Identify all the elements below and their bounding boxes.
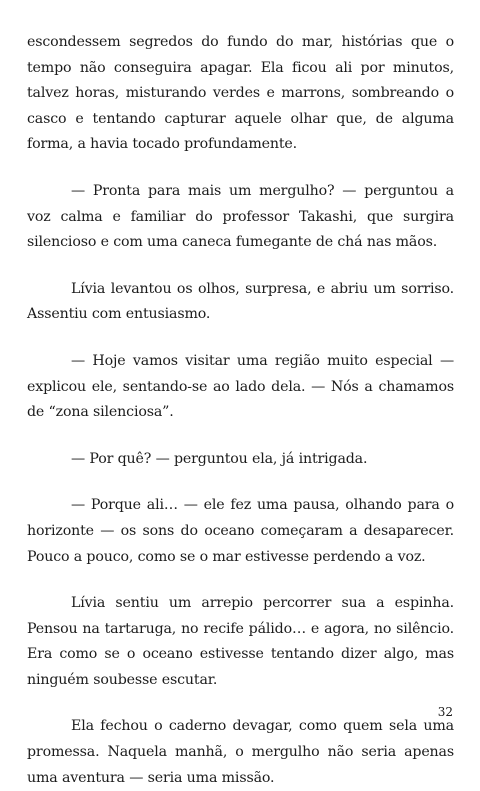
paragraph-4: — Hoje vamos visitar uma região muito especial — explicou ele, sentando-se ao lado dela. — Nós a chamamos de “zona silenciosa”.	[27, 352, 454, 421]
page-number: 32	[437, 705, 453, 719]
paragraph-5: — Por quê? — perguntou ela, já intrigada.	[71, 450, 368, 467]
page-body	[27, 30, 454, 791]
paragraph-6: — Porque ali… — ele fez uma pausa, olhando para o horizonte — os sons do oceano começaram a desaparecer. Pouco a pouco, como se o mar estivesse perdendo a voz.	[27, 497, 454, 565]
paragraph-7: Lívia sentiu um arrepio percorrer sua a espinha. Pensou na tartaruga, no recife pálido… e agora, no silêncio. Era como se o oceano estivesse tentando dizer algo, mas ninguém soubesse escutar.	[27, 595, 454, 688]
paragraph-8: Ela fechou o caderno devagar, como quem sela uma promessa. Naquela manhã, o mergulho não seria apenas uma aventura — seria uma missão.	[27, 718, 454, 786]
paragraph-1: escondessem segredos do fundo do mar, histórias que o tempo não conseguira apagar. Ela ficou ali por minutos, talvez horas, misturando verdes e marrons, sombreando o casco e tentando capturar aquele olhar que, de alguma forma, a havia tocado profundamente.	[27, 34, 454, 153]
paragraph-3: Lívia levantou os olhos, surpresa, e abriu um sorriso. Assentiu com entusiasmo.	[27, 280, 454, 323]
paragraph-2: — Pronta para mais um mergulho? — perguntou a voz calma e familiar do professor Takashi, que surgira silencioso e com uma caneca fumegante de chá nas mãos.	[27, 182, 454, 251]
